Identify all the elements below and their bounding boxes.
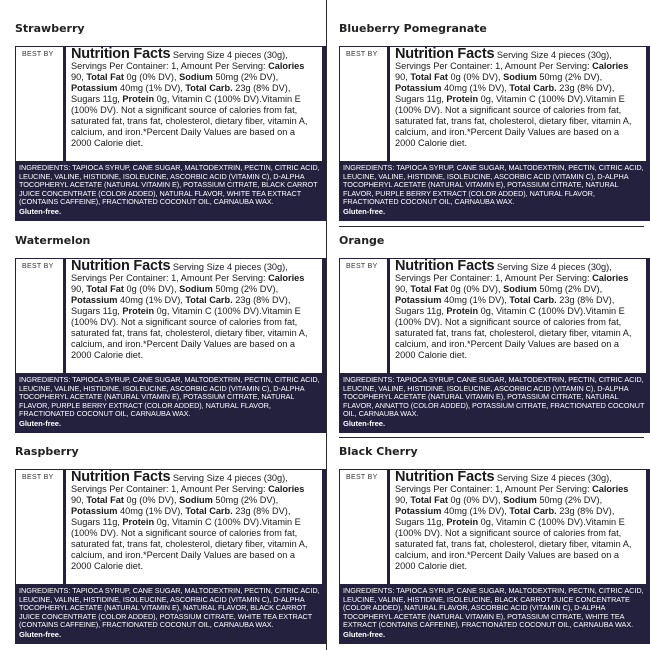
nutrition-facts-box xyxy=(387,47,649,161)
flavor-name: Watermelon xyxy=(15,234,91,247)
gluten-free-label: Gluten-free. xyxy=(19,418,62,428)
horizontal-divider xyxy=(339,226,644,227)
nutrition-facts-title: Nutrition Facts xyxy=(71,47,171,62)
sodium-label: Sodium xyxy=(179,72,213,82)
total-carb-value: 23g (8% DV), Sugars 11g, xyxy=(395,506,615,527)
nutrition-label xyxy=(15,258,326,433)
nutrition-facts-box xyxy=(63,259,325,373)
potassium-value: 40mg (1% DV), xyxy=(117,83,186,93)
sodium-value: 50mg (2% DV), xyxy=(536,495,603,505)
serving-info: Serving Size 4 pieces (30g), Servings Per Container: 1, Amount Per Serving: xyxy=(71,262,288,283)
best-by-label: BEST BY xyxy=(22,51,54,58)
nutrition-facts-box xyxy=(387,470,649,584)
protein-value: 0g, Vitamin C (100% DV).Vitamin E (100% DV). Not a significant source of calories from fat, saturated fat, trans fat, cholesterol, dietary fiber, vitamin A, calcium, and iron.*Percent Daily Values are based on a 2000 Calorie diet. xyxy=(71,306,308,360)
nutrition-label xyxy=(339,258,650,433)
sodium-value: 50mg (2% DV), xyxy=(212,495,279,505)
serving-info: Serving Size 4 pieces (30g), Servings Per Container: 1, Amount Per Serving: xyxy=(395,473,612,494)
protein-label: Protein xyxy=(122,306,155,316)
potassium-label: Potassium xyxy=(395,506,442,516)
protein-label: Protein xyxy=(122,517,155,527)
total-fat-value: 0g (0% DV), xyxy=(447,495,504,505)
protein-label: Protein xyxy=(446,306,479,316)
calories-label: Calories xyxy=(268,273,305,283)
potassium-value: 40mg (1% DV), xyxy=(441,83,510,93)
protein-value: 0g, Vitamin C (100% DV).Vitamin E (100% DV). Not a significant source of calories from fat, saturated fat, trans fat, cholesterol, dietary fiber, vitamin A, calcium, and iron.*Percent Daily Values are based on a 2000 Calorie diet. xyxy=(71,517,308,571)
potassium-value: 40mg (1% DV), xyxy=(441,506,510,516)
ingredients-text: INGREDIENTS: TAPIOCA SYRUP, CANE SUGAR, MALTODEXTRIN, PECTIN, CITRIC ACID, LEUCINE, VALINE, HISTIDINE, ISOLEUCINE, BLACK CARROT JUICE CONCENTRATE (COLOR ADDED), NATURAL FLAVOR, ASCORBIC ACID (VITAMIN C), D-ALPHA TOCOPHERYL ACETATE (NATURAL VITAMIN E), POTASSIUM CITRATE, WHITE TEA EXTRACT (CONTAINS CAFFEINE), FRACTIONATED COCONUT OIL, CARNAUBA WAX. xyxy=(343,586,644,630)
total-fat-value: 0g (0% DV), xyxy=(123,495,180,505)
total-carb-value: 23g (8% DV), Sugars 11g, xyxy=(71,83,291,104)
ingredients-text: INGREDIENTS: TAPIOCA SYRUP, CANE SUGAR, MALTODEXTRIN, PECTIN, CITRIC ACID, LEUCINE, VALINE, HISTIDINE, ISOLEUCINE, ASCORBIC ACID (VITAMIN C), D-ALPHA TOCOPHERYL ACETATE (NATURAL VITAMIN E), POTASSIUM CITRATE, NATURAL FLAVOR, PURPLE BERRY EXTRACT (COLOR ADDED), NATURAL FLAVOR, FRACTIONATED COCONUT OIL, CARNAUBA WAX. xyxy=(343,163,644,207)
best-by-label: BEST BY xyxy=(22,263,54,270)
total-fat-value: 0g (0% DV), xyxy=(123,72,180,82)
nutrition-facts-title: Nutrition Facts xyxy=(395,470,495,485)
protein-label: Protein xyxy=(446,517,479,527)
gluten-free-label: Gluten-free. xyxy=(19,629,62,639)
potassium-label: Potassium xyxy=(71,506,118,516)
sodium-value: 50mg (2% DV), xyxy=(536,284,603,294)
gluten-free-label: Gluten-free. xyxy=(343,418,386,428)
ingredients-section xyxy=(16,161,325,220)
ingredients-section xyxy=(340,161,649,220)
vertical-divider xyxy=(326,0,327,650)
best-by-label: BEST BY xyxy=(346,263,378,270)
sodium-label: Sodium xyxy=(503,495,537,505)
total-carb-label: Total Carb. xyxy=(185,295,233,305)
ingredients-text: INGREDIENTS: TAPIOCA SYRUP, CANE SUGAR, MALTODEXTRIN, PECTIN, CITRIC ACID, LEUCINE, VALINE, HISTIDINE, ISOLEUCINE, ASCORBIC ACID (VITAMIN C), D-ALPHA TOCOPHERYL ACETATE (NATURAL VITAMIN E), POTASSIUM CITRATE, NATURAL FLAVOR, PURPLE BERRY EXTRACT (COLOR ADDED), NATURAL FLAVOR, FRACTIONATED COCONUT OIL, CARNAUBA WAX. xyxy=(19,375,320,419)
ingredients-section xyxy=(16,373,325,432)
protein-value: 0g, Vitamin C (100% DV).Vitamin E (100% DV). Not a significant source of calories from fat, saturated fat, trans fat, cholesterol, dietary fiber, vitamin A, calcium, and iron.*Percent Daily Values are based on a 2000 Calorie diet. xyxy=(71,94,308,148)
potassium-value: 40mg (1% DV), xyxy=(117,506,186,516)
calories-label: Calories xyxy=(592,61,629,71)
protein-value: 0g, Vitamin C (100% DV).Vitamin E (100% DV). Not a significant source of calories from fat, saturated fat, trans fat, cholesterol, dietary fiber, vitamin A, calcium, and iron.*Percent Daily Values are based on a 2000 Calorie diet. xyxy=(395,517,632,571)
total-carb-label: Total Carb. xyxy=(509,83,557,93)
total-fat-label: Total Fat xyxy=(86,495,124,505)
nutrition-facts-title: Nutrition Facts xyxy=(395,259,495,274)
sodium-value: 50mg (2% DV), xyxy=(536,72,603,82)
potassium-value: 40mg (1% DV), xyxy=(117,295,186,305)
serving-info: Serving Size 4 pieces (30g), Servings Per Container: 1, Amount Per Serving: xyxy=(395,262,612,283)
sodium-value: 50mg (2% DV), xyxy=(212,284,279,294)
sodium-label: Sodium xyxy=(179,284,213,294)
total-carb-value: 23g (8% DV), Sugars 11g, xyxy=(71,506,291,527)
sodium-label: Sodium xyxy=(179,495,213,505)
nutrition-facts-box xyxy=(63,47,325,161)
total-fat-value: 0g (0% DV), xyxy=(123,284,180,294)
ingredients-section xyxy=(340,584,649,643)
total-fat-label: Total Fat xyxy=(410,72,448,82)
serving-info: Serving Size 4 pieces (30g), Servings Per Container: 1, Amount Per Serving: xyxy=(71,473,288,494)
protein-label: Protein xyxy=(446,94,479,104)
total-fat-label: Total Fat xyxy=(410,284,448,294)
calories-value: 90, xyxy=(395,72,411,82)
nutrition-label xyxy=(15,46,326,221)
flavor-name: Orange xyxy=(339,234,385,247)
potassium-label: Potassium xyxy=(395,83,442,93)
best-by-label: BEST BY xyxy=(346,474,378,481)
protein-value: 0g, Vitamin C (100% DV).Vitamin E (100% DV). Not a significant source of calories from fat, saturated fat, trans fat, cholesterol, dietary fiber, vitamin A, calcium, and iron.*Percent Daily Values are based on a 2000 Calorie diet. xyxy=(395,306,632,360)
nutrition-label xyxy=(339,469,650,644)
total-carb-label: Total Carb. xyxy=(509,506,557,516)
gluten-free-label: Gluten-free. xyxy=(19,206,62,216)
total-carb-label: Total Carb. xyxy=(185,506,233,516)
calories-value: 90, xyxy=(395,284,411,294)
nutrition-facts-title: Nutrition Facts xyxy=(395,47,495,62)
total-fat-label: Total Fat xyxy=(410,495,448,505)
total-carb-label: Total Carb. xyxy=(509,295,557,305)
nutrition-facts-box xyxy=(387,259,649,373)
serving-info: Serving Size 4 pieces (30g), Servings Per Container: 1, Amount Per Serving: xyxy=(395,50,612,71)
calories-value: 90, xyxy=(71,72,87,82)
gluten-free-label: Gluten-free. xyxy=(343,629,386,639)
calories-label: Calories xyxy=(268,484,305,494)
nutrition-label xyxy=(15,469,326,644)
ingredients-text: INGREDIENTS: TAPIOCA SYRUP, CANE SUGAR, MALTODEXTRIN, PECTIN, CITRIC ACID, LEUCINE, VALINE, HISTIDINE, ISOLEUCINE, ASCORBIC ACID (VITAMIN C), D-ALPHA TOCOPHERYL ACETATE (NATURAL VITAMIN E), POTASSIUM CITRATE, BLACK CARROT JUICE CONCENTRATE (COLOR ADDED), NATURAL FLAVOR, WHITE TEA EXTRACT (CONTAINS CAFFEINE), FRACTIONATED COCONUT OIL, CARNAUBA WAX. xyxy=(19,163,320,207)
protein-value: 0g, Vitamin C (100% DV).Vitamin E (100% DV). Not a significant source of calories from fat, saturated fat, trans fat, cholesterol, dietary fiber, vitamin A, calcium, and iron.*Percent Daily Values are based on a 2000 Calorie diet. xyxy=(395,94,632,148)
flavor-name: Raspberry xyxy=(15,445,79,458)
calories-label: Calories xyxy=(592,273,629,283)
total-carb-value: 23g (8% DV), Sugars 11g, xyxy=(395,295,615,316)
total-carb-label: Total Carb. xyxy=(185,83,233,93)
potassium-value: 40mg (1% DV), xyxy=(441,295,510,305)
flavor-name: Strawberry xyxy=(15,22,85,35)
nutrition-label xyxy=(339,46,650,221)
ingredients-section xyxy=(16,584,325,643)
total-fat-label: Total Fat xyxy=(86,284,124,294)
flavor-name: Black Cherry xyxy=(339,445,418,458)
calories-value: 90, xyxy=(395,495,411,505)
gluten-free-label: Gluten-free. xyxy=(343,206,386,216)
ingredients-text: INGREDIENTS: TAPIOCA SYRUP, CANE SUGAR, MALTODEXTRIN, PECTIN, CITRIC ACID, LEUCINE, VALINE, HISTIDINE, ISOLEUCINE, ASCORBIC ACID (VITAMIN C), D-ALPHA TOCOPHERYL ACETATE (NATURAL VITAMIN E), POTASSIUM CITRATE, NATURAL FLAVOR, ANNATTO (COLOR ADDED), POTASSIUM CITRATE, FRACTIONATED COCONUT OIL, CARNAUBA WAX. xyxy=(343,375,645,419)
total-fat-value: 0g (0% DV), xyxy=(447,284,504,294)
calories-value: 90, xyxy=(71,284,87,294)
serving-info: Serving Size 4 pieces (30g), Servings Per Container: 1, Amount Per Serving: xyxy=(71,50,288,71)
potassium-label: Potassium xyxy=(71,83,118,93)
calories-label: Calories xyxy=(268,61,305,71)
total-carb-value: 23g (8% DV), Sugars 11g, xyxy=(395,83,615,104)
horizontal-divider xyxy=(339,437,644,438)
protein-label: Protein xyxy=(122,94,155,104)
best-by-label: BEST BY xyxy=(346,51,378,58)
total-fat-value: 0g (0% DV), xyxy=(447,72,504,82)
nutrition-facts-title: Nutrition Facts xyxy=(71,259,171,274)
calories-value: 90, xyxy=(71,495,87,505)
total-carb-value: 23g (8% DV), Sugars 11g, xyxy=(71,295,291,316)
sodium-value: 50mg (2% DV), xyxy=(212,72,279,82)
ingredients-section xyxy=(340,373,649,432)
nutrition-facts-title: Nutrition Facts xyxy=(71,470,171,485)
sodium-label: Sodium xyxy=(503,72,537,82)
potassium-label: Potassium xyxy=(395,295,442,305)
calories-label: Calories xyxy=(592,484,629,494)
nutrition-facts-box xyxy=(63,470,325,584)
potassium-label: Potassium xyxy=(71,295,118,305)
flavor-name: Blueberry Pomegranate xyxy=(339,22,487,35)
ingredients-text: INGREDIENTS: TAPIOCA SYRUP, CANE SUGAR, MALTODEXTRIN, PECTIN, CITRIC ACID, LEUCINE, VALINE, HISTIDINE, ISOLEUCINE, ASCORBIC ACID (VITAMIN C), D-ALPHA TOCOPHERYL ACETATE (NATURAL VITAMIN E), NATURAL FLAVOR, BLACK CARROT JUICE CONCENTRATE (COLOR ADDED), POTASSIUM CITRATE, WHITE TEA EXTRACT (CONTAINS CAFFEINE), FRACTIONATED COCONUT OIL, CARNAUBA WAX. xyxy=(19,586,320,630)
best-by-label: BEST BY xyxy=(22,474,54,481)
total-fat-label: Total Fat xyxy=(86,72,124,82)
sodium-label: Sodium xyxy=(503,284,537,294)
